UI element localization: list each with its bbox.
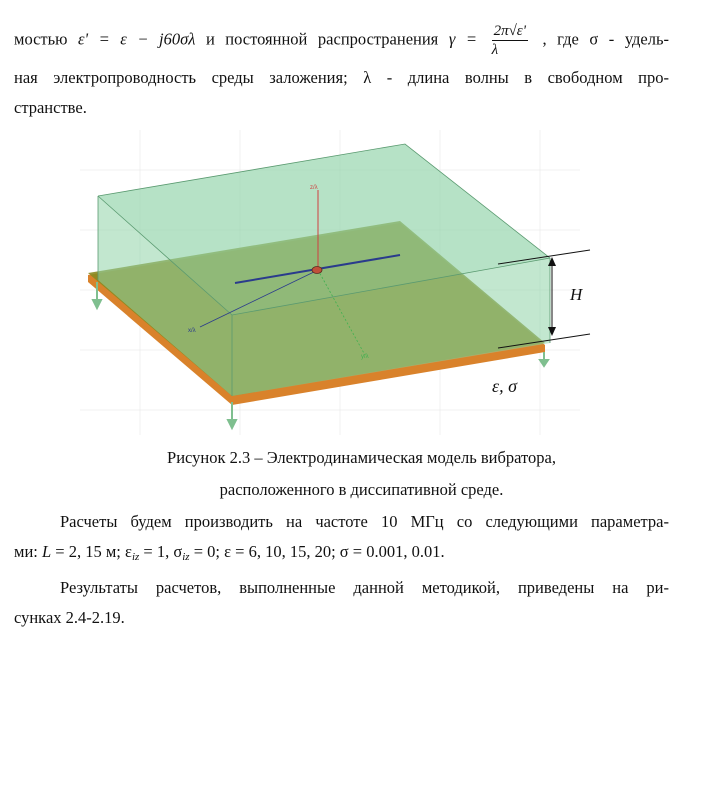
paragraph-results-line2: сунках 2.4-2.19. [14,608,125,627]
paragraph-formula-line [14,22,669,58]
param-eps-iz-value: = 1, σ [139,542,183,561]
medium-params-label: ε, σ [492,376,517,396]
figure-caption-line1: Рисунок 2.3 – Электродинамическая модель вибратора, [167,448,556,467]
param-L: L [41,542,52,561]
text-line3: странстве. [14,98,87,117]
figure-caption-line2: расположенного в диссипативной среде. [219,480,504,499]
param-eps-iz-subscript: iz [131,551,140,563]
height-label: H [570,285,583,304]
param-rest: = 0; ε = 6, 10, 15, 20; σ = 0.001, 0.01. [189,542,445,561]
text-line1-mid: и постоянной распространения [205,29,439,49]
text-line2: ная электропроводность среды заложения; λ - длина волны в свободном про- [14,68,669,87]
figure-svg [80,130,583,435]
z-axis-label: z/λ [310,185,318,191]
text-line1-start: мостью [14,29,68,49]
gamma-numerator: 2π√ε' [493,23,526,39]
permittivity-equation: ε' = ε − j60σλ [78,29,196,49]
param-prefix: ми: [14,542,38,561]
paragraph-parameters-line2 [14,542,669,564]
feed-point [312,267,322,274]
paragraph-parameters-line1: Расчеты будем производить на частоте 10 МГц со следующими параметра- [60,512,669,531]
paragraph-results-line1: Результаты расчетов, выполненные данной методикой, приведены на ри- [60,578,669,597]
param-L-values: = 2, 15 м; ε [55,542,132,561]
gamma-denominator: λ [491,42,499,58]
x-axis-label: x/λ [188,328,196,334]
param-sigma-iz-subscript: iz [182,551,190,563]
text-line1-end: , где σ - удель- [542,29,670,49]
vibrator-model-figure [80,130,583,435]
y-axis-label: y/λ [361,354,369,360]
gamma-lhs: γ = [448,29,478,49]
gamma-fraction [492,22,528,59]
